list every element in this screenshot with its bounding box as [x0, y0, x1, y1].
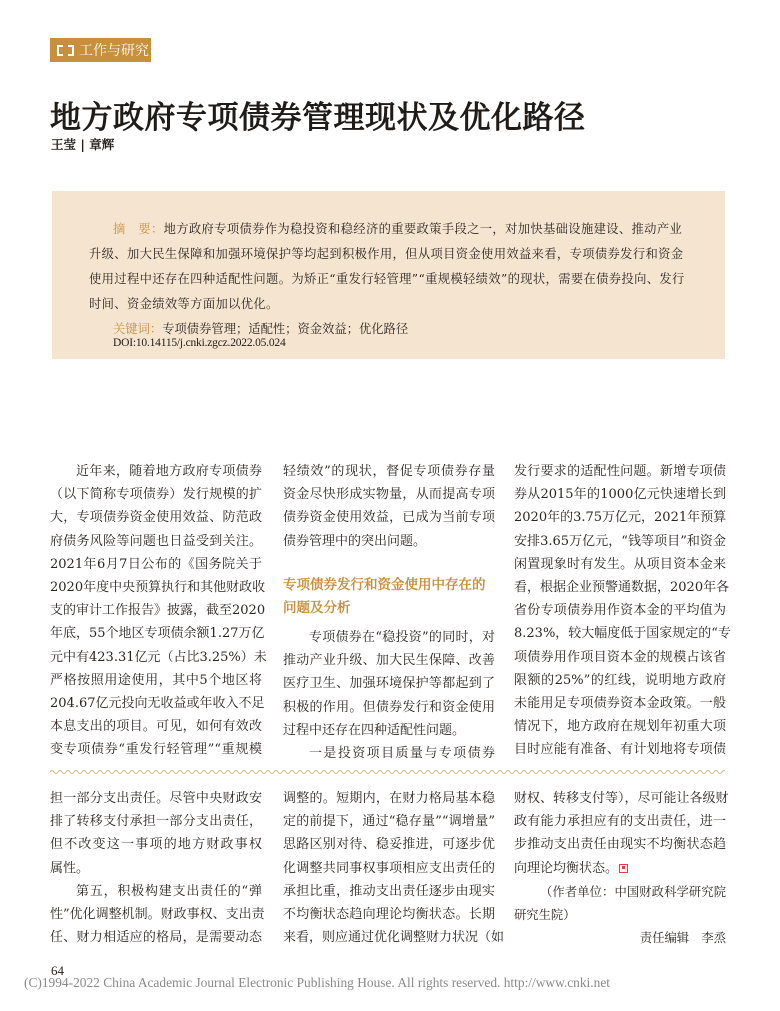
- text-line: 严格按照用途使用，其中5个地区将: [50, 672, 262, 688]
- section-heading: 专项债券发行和资金使用中存在的: [283, 577, 486, 593]
- text-line: 年底，55个地区专项债余额1.27万亿: [50, 626, 265, 642]
- text-line: 第五，积极构建支出责任的“弹: [76, 883, 262, 899]
- text-line: 专项债券在“稳投资”的同时，对: [309, 630, 495, 645]
- abstract-line: 时间、资金绩效等方面加以优化。: [89, 297, 279, 311]
- text-line: 性”优化调整机制。财政事权、支出责: [50, 907, 265, 922]
- text-line: 财权、转移支付等），尽可能让各级财: [514, 791, 729, 806]
- text-line: 政有能力承担应有的支出责任，进一: [514, 814, 726, 830]
- section-divider-wave: [50, 768, 725, 776]
- text-line: 2020年的3.75万亿元，2021年预算: [514, 510, 727, 526]
- keywords-line: [113, 319, 408, 337]
- text-line: 化调整共同事权事项相应支出责任的: [283, 860, 495, 876]
- text-line: 券从2015年的1000亿元快速增长到: [514, 487, 726, 503]
- author-affiliation: 研究生院）: [514, 908, 576, 922]
- text-line: 调整的。短期内，在财力格局基本稳: [283, 791, 495, 806]
- text-line: 步推动支出责任由现实不均衡状态趋: [514, 837, 726, 853]
- text-line: 一是投资项目质量与专项债券: [309, 746, 495, 761]
- text-line: 府债务风险等问题也日益受到关注。: [50, 533, 262, 549]
- text-line: 资金尽快形成实物量，从而提高专项: [283, 487, 495, 503]
- article-title: 地方政府专项债券管理现状及优化路径: [50, 100, 586, 136]
- text-line: 2020年度中央预算执行和其他财政收: [50, 580, 266, 595]
- text-line: 大，专项债券资金使用效益、防范政: [50, 510, 262, 526]
- doi: DOI:10.14115/j.cnki.zgcz.2022.05.024: [113, 337, 286, 349]
- text-line: 医疗卫生、加强环境保护等都起到了: [283, 676, 495, 692]
- text-line: 推动产业升级、加大民生保障、改善: [283, 653, 495, 669]
- abstract-label: 摘 要：: [113, 222, 164, 236]
- text-line: 变专项债券“重发行轻管理”“重规模: [50, 742, 262, 758]
- abstract-line: [113, 219, 682, 237]
- text-line: 2021年6月7日公布的《国务院关于: [50, 556, 262, 572]
- cj-logo-icon: [57, 45, 74, 56]
- text-line: 债券管理中的突出问题。: [283, 533, 427, 549]
- text-line: 不均衡状态趋向理论均衡状态。长期: [283, 907, 495, 922]
- abstract-line: 使用过程中还存在四种适配性问题。为矫正“重发行轻管理”“重规模轻绩效”的现状，需要在债券投向、发行: [89, 272, 685, 286]
- text-line: 情况下，地方政府在规划年初重大项: [514, 719, 726, 735]
- section-tag-label: 工作与研究: [79, 43, 149, 59]
- text-line: 省份专项债券用作资本金的平均值为: [514, 603, 726, 619]
- author-affiliation: （作者单位：中国财政科学研究院: [540, 884, 726, 899]
- text-line: 来看，则应通过优化调整财力状况（如: [283, 930, 505, 946]
- text-line: 未能用足专项债券资本金政策。一般: [514, 696, 726, 711]
- text-line: 任、财力相适应的格局，是需要动态: [50, 930, 262, 946]
- text-line: 目时应能有准备、有计划地将专项债: [514, 742, 726, 758]
- text-line: 思路区别对待、稳妥推进，可逐步优: [283, 837, 495, 853]
- text-line: 204.67亿元投向无收益或年收入不足: [50, 696, 265, 711]
- end-of-article-icon: [619, 864, 628, 873]
- page-number: 64: [51, 963, 64, 978]
- text-line: （以下简称专项债券）发行规模的扩: [50, 487, 262, 503]
- abstract-text: 地方政府专项债券作为稳投资和稳经济的重要政策手段之一，对加快基础设施建设、推动产业: [163, 222, 683, 236]
- copyright-notice: (C)1994-2022 China Academic Journal Electronic Publishing House. All rights reserved. http://www.cnki.net: [24, 975, 610, 990]
- keywords-label: 关键词：: [113, 322, 163, 336]
- text-line: 发行要求的适配性问题。新增专项债: [514, 464, 726, 479]
- text-line: 限额的25%”的红线，说明地方政府: [514, 672, 726, 688]
- text-line: 轻绩效”的现状，督促专项债券存量: [283, 464, 495, 479]
- abstract-box: [52, 191, 725, 359]
- responsible-editor: 责任编辑 李烝: [639, 931, 726, 946]
- abstract-line: 升级、加大民生保障和加强环境保护等均起到积极作用，但从项目资金使用效益来看，专项债券发行和资金: [89, 247, 684, 261]
- text-line: 支的审计工作报告》披露，截至2020: [50, 603, 266, 619]
- text-line: 属性。: [50, 860, 90, 876]
- section-heading: 问题及分析: [283, 600, 351, 616]
- text-line: 近年来，随着地方政府专项债券: [76, 464, 262, 479]
- text-line: 排了转移支付承担一部分支出责任，: [50, 814, 262, 830]
- text-line: 债券资金使用效益，已成为当前专项: [283, 510, 495, 526]
- text-line: 本息支出的项目。可见，如何有效改: [50, 719, 262, 735]
- text-line: 担一部分支出责任。尽管中央财政安: [50, 791, 262, 806]
- text-line: 8.23%，较大幅度低于国家规定的“专: [514, 626, 731, 642]
- text-line: 向理论均衡状态。: [514, 859, 726, 879]
- article-authors: 王莹 | 章辉: [51, 137, 115, 152]
- text-line: 过程中还存在四种适配性问题。: [283, 722, 466, 738]
- text-line: 闲置现象时有发生。从项目资本金来: [514, 556, 726, 572]
- text-line: 安排3.65万亿元，“钱等项目”和资金: [514, 533, 726, 549]
- text-line: 项债券用作项目资本金的规模占该省: [514, 649, 726, 665]
- text-line: 看，根据企业预警通数据，2020年各: [514, 580, 730, 595]
- section-tag: [50, 38, 151, 62]
- text-line: 但不改变这一事项的地方财政事权: [50, 837, 262, 853]
- keywords-text: 专项债券管理；适配性；资金效益；优化路径: [162, 322, 409, 336]
- text-line: 定的前提下，通过“稳存量”“调增量”: [283, 814, 495, 830]
- text-line: 承担比重，推动支出责任逐步由现实: [283, 883, 495, 899]
- text-line: 积极的作用。但债券发行和资金使用: [283, 699, 495, 715]
- text-line: 元中有423.31亿元（占比3.25%）未: [50, 649, 267, 665]
